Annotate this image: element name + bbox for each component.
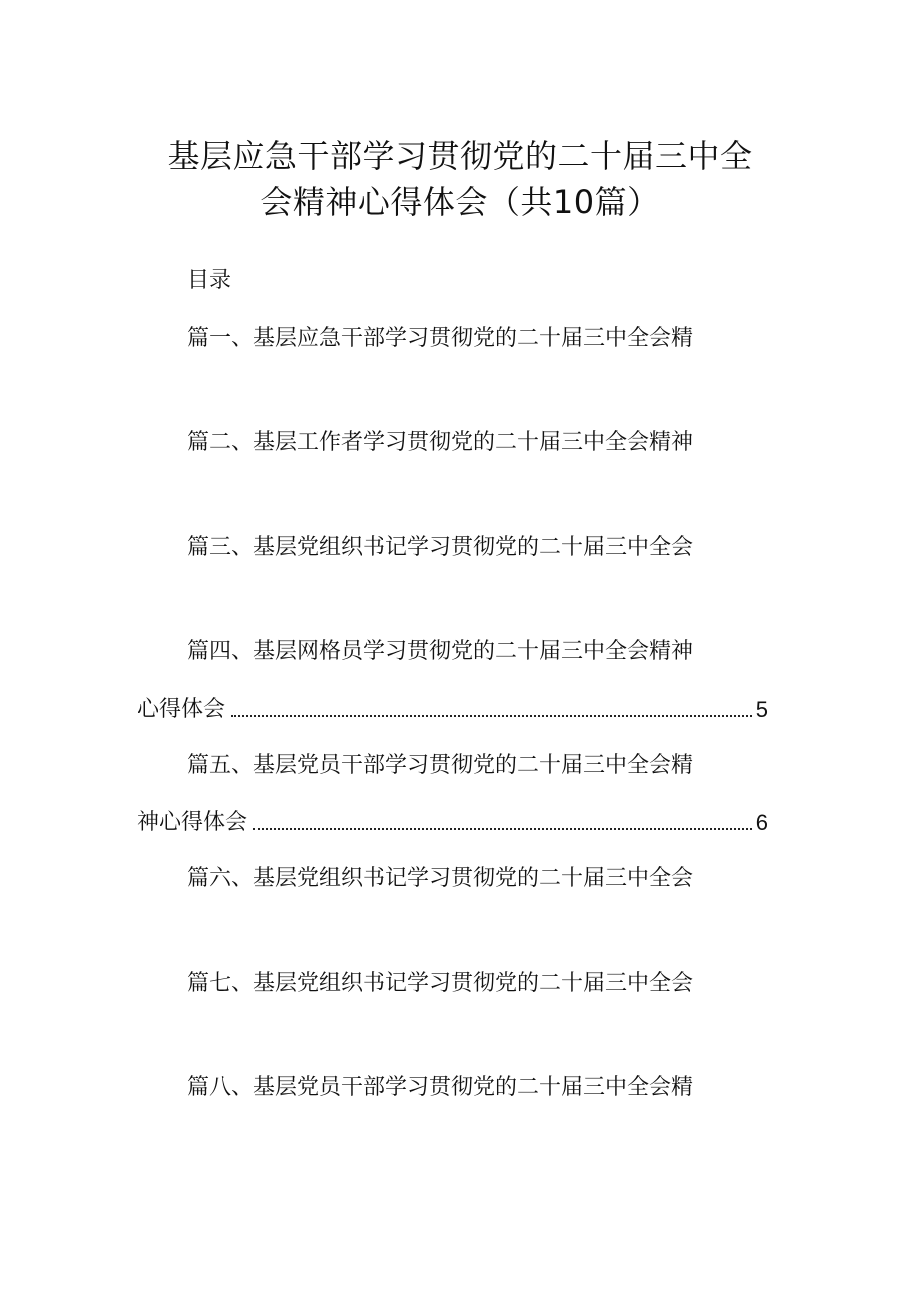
toc-entry-4-continuation[interactable] (137, 695, 768, 725)
toc-entry-3[interactable]: 篇三、基层党组织书记学习贯彻党的二十届三中全会 (187, 535, 694, 560)
dot-leader (231, 715, 752, 717)
toc-entry-5-continuation[interactable] (137, 808, 768, 838)
toc-heading: 目录 (187, 268, 232, 293)
toc-entry-8[interactable]: 篇八、基层党员干部学习贯彻党的二十届三中全会精 (187, 1075, 694, 1100)
toc-entry-6[interactable]: 篇六、基层党组织书记学习贯彻党的二十届三中全会 (187, 866, 694, 891)
toc-entry-5-continuation-text: 神心得体会 (137, 810, 248, 835)
title-line-2: 会精神心得体会（共10篇） (260, 183, 660, 221)
title-line-1: 基层应急干部学习贯彻党的二十届三中全 (167, 137, 753, 175)
toc-entry-4[interactable]: 篇四、基层网格员学习贯彻党的二十届三中全会精神 (187, 639, 694, 664)
toc-entry-5-page-number: 6 (755, 810, 768, 835)
toc-entry-2[interactable]: 篇二、基层工作者学习贯彻党的二十届三中全会精神 (187, 430, 694, 455)
toc-entry-1[interactable]: 篇一、基层应急干部学习贯彻党的二十届三中全会精 (187, 326, 694, 351)
toc-entry-7[interactable]: 篇七、基层党组织书记学习贯彻党的二十届三中全会 (187, 971, 694, 996)
toc-entry-4-page-number: 5 (755, 697, 768, 722)
dot-leader (253, 828, 752, 830)
toc-entry-5[interactable]: 篇五、基层党员干部学习贯彻党的二十届三中全会精 (187, 753, 694, 778)
document-title (0, 133, 920, 225)
toc-entry-4-continuation-text: 心得体会 (137, 697, 226, 722)
